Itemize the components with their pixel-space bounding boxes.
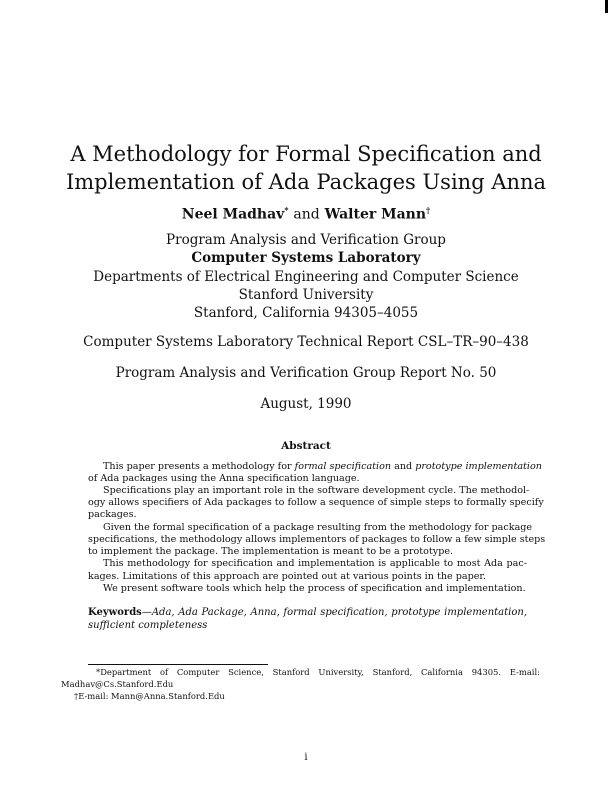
date: August, 1990: [260, 396, 352, 412]
scan-mark: [605, 0, 608, 13]
keywords: Keywords—Ada, Ada Package, Anna, formal specification, prototype implementation,: [88, 607, 527, 618]
abstract-line: We present software tools which help the process of specification and implementation.: [103, 583, 526, 594]
authors: Neel Madhav* and Walter Mann†: [181, 205, 431, 223]
footnote-rule: [88, 664, 268, 665]
address: Stanford, California 94305–4055: [193, 305, 419, 321]
lab: Computer Systems Laboratory: [191, 250, 421, 266]
abstract-line: This methodology for specification and implementation is applicable to most Ada pac-: [103, 558, 527, 569]
abstract-heading: Abstract: [281, 440, 331, 452]
group-report: Program Analysis and Verification Group Report No. 50: [115, 365, 497, 381]
title-line-2: Implementation of Ada Packages Using Anna: [65, 170, 547, 194]
abstract-line: This paper presents a methodology for formal specification and prototype implementation: [103, 461, 542, 472]
footnote-1-email: Madhav@Cs.Stanford.Edu: [61, 679, 174, 689]
department: Departments of Electrical Engineering and Computer Science: [93, 269, 519, 285]
abstract-line: Given the formal specification of a package resulting from the methodology for package: [103, 522, 533, 533]
abstract-line: of Ada packages using the Anna specification language.: [88, 473, 360, 484]
page-number: i: [304, 752, 308, 763]
group: Program Analysis and Verification Group: [166, 232, 446, 248]
abstract-line: kages. Limitations of this approach are pointed out at various points in the paper.: [88, 571, 486, 582]
footnote-1: *Department of Computer Science, Stanford University, Stanford, California 94305. E-mail:: [96, 667, 540, 677]
footnote-2: †E-mail: Mann@Anna.Stanford.Edu: [74, 691, 225, 701]
university: Stanford University: [238, 287, 374, 303]
abstract-line: Specifications play an important role in the software development cycle. The methodol-: [103, 485, 530, 496]
keywords-cont: sufficient completeness: [88, 620, 208, 631]
report-number: Computer Systems Laboratory Technical Report CSL–TR–90–438: [83, 334, 529, 350]
abstract-line: specifications, the methodology allows implementors of packages to follow a few simple steps: [88, 534, 546, 545]
title-line-1: A Methodology for Formal Specification and: [70, 142, 542, 166]
abstract-line: packages.: [88, 509, 137, 520]
abstract-line: ogy allows specifiers of Ada packages to follow a sequence of simple steps to formally specify: [88, 497, 544, 508]
abstract-line: to implement the package. The implementation is meant to be a prototype.: [88, 546, 454, 557]
